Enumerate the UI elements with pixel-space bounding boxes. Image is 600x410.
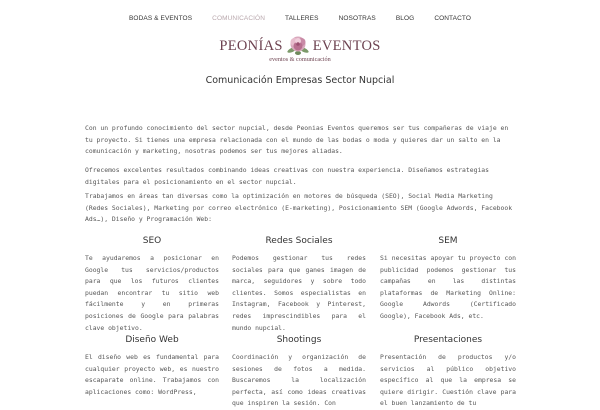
service-shootings-title: Shootings <box>276 335 322 345</box>
main-nav <box>0 13 600 27</box>
service-sem-title: SEM <box>438 236 458 246</box>
intro-paragraph-3: Trabajamos en áreas tan diversas como la optimización en motores de búsqueda (SEO), Social Media Marketing (Redes Sociales), Marketing por correo electrónico (E-marketing), Posicionamiento SEM (Google Adwords, Facebook Ads…), Diseño y Programación Web: <box>85 192 513 224</box>
nav-item-talleres[interactable]: TALLERES <box>285 15 319 22</box>
service-seo-title: SEO <box>142 236 162 246</box>
nav-item-contacto[interactable]: CONTACTO <box>434 15 471 22</box>
nav-item-bodas-eventos[interactable]: BODAS & EVENTOS <box>129 15 193 22</box>
service-diseno-text: El diseño web es fundamental para cualquier proyecto web, es nuestro escaparate online. Trabajamos con aplicaciones como: WordPress, <box>85 353 219 396</box>
intro-paragraph-2: Ofrecemos excelentes resultados combinando ideas creativas con nuestra experiencia. Diseñamos estrategias digitales para el posicionamiento en el sector nupcial. <box>85 166 489 186</box>
logo-right-word: EVENTOS <box>312 37 381 54</box>
service-presentaciones-title: Presentaciones <box>413 335 483 345</box>
service-shootings-text: Coordinación y organización de sesiones de fotos a medida. Buscaremos la localización perfecta, así como ideas creativas que inspiren la sesión. Con <box>232 353 366 408</box>
nav-item-nosotras[interactable]: NOSOTRAS <box>338 15 376 22</box>
logo-left-word: PEONÍAS <box>219 37 283 54</box>
service-redes-title: Redes Sociales <box>265 236 333 246</box>
service-presentaciones-text: Presentación de productos y/o servicios al público objetivo específico al que la empresa se quiere dirigir. Cuestión clave para el buen lanzamiento de tu <box>380 353 516 408</box>
intro-paragraph-1: Con un profundo conocimiento del sector nupcial, desde Peonias Eventos queremos ser tus compañeras de viaje en tu proyecto. Si tienes una empresa relacionada con el mundo de las bodas o moda y quieres dar un salto en la comunicación y marketing, nosotras podemos ser tus mejores aliadas. <box>85 124 509 156</box>
site-logo[interactable] <box>0 33 600 63</box>
nav-item-blog[interactable]: BLOG <box>395 15 415 22</box>
nav-item-comunicacion[interactable]: COMUNICACIÓN <box>212 15 265 22</box>
service-seo-text: Te ayudaremos a posicionar en Google tus servicios/productos para que los futuros clientes puedan encontrar tu sitio web fácilmente y en primeras posiciones de Google para palabras clave objetivo. <box>85 254 219 332</box>
page-title: Comunicación Empresas Sector Nupcial <box>205 75 395 86</box>
service-redes-text: Podemos gestionar tus redes sociales para que ganes imagen de marca, seguidores y sobre todo clientes. Somos especialistas en Instagram, Facebook y Pinterest, redes imprescindibles para el mundo nupcial. <box>232 254 366 332</box>
logo-tagline: eventos & comunicación <box>269 56 331 63</box>
service-sem-text: Si necesitas apoyar tu proyecto con publicidad podemos gestionar tus campañas en las distintas plataformas de Marketing Online: Google Adwords (Certificado Google), Facebook Ads, etc. <box>380 254 516 320</box>
service-diseno-title: Diseño Web <box>125 335 179 345</box>
